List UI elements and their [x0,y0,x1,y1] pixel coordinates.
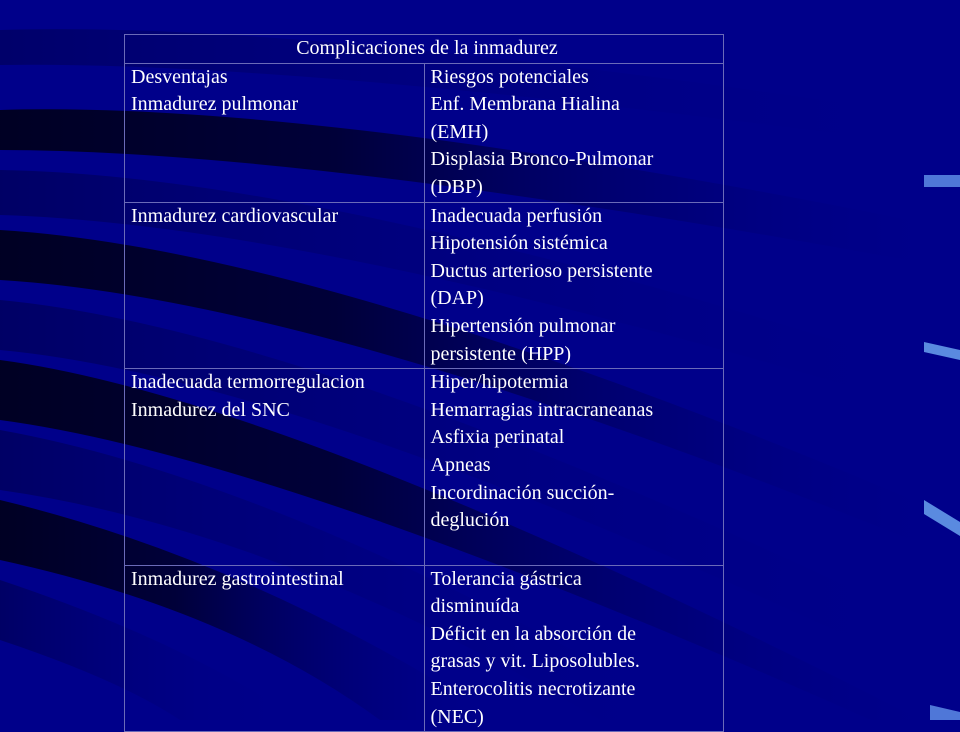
row-3-left-line: Inmadurez del SNC [131,398,290,421]
row-4-right-line: Tolerancia gástrica [430,567,582,590]
row-2-left-line: Inmadurez cardiovascular [131,204,339,227]
row-3-right-line: deglución [430,509,510,532]
row-3-right-line: Hemarragias intracraneanas [430,398,654,421]
row-2-right-line: persistente (HPP) [430,342,572,365]
row-4-right-line: (NEC) [430,705,484,728]
row-1-right-line: Displasia Bronco-Pulmonar [430,148,654,171]
table-row [125,565,724,732]
row-1-right-line: (DBP) [430,175,483,198]
row-4-right-line: Enterocolitis necrotizante [430,678,636,701]
row-2-right-line: (DAP) [430,287,484,310]
header-disadvantages [125,63,425,202]
row-3-right-line: Hiper/hipotermia [430,371,569,394]
header-risks [424,63,724,202]
row-3-left-line: Inadecuada termorregulacion [131,371,365,394]
row-2-right-line: Hipotensión sistémica [430,232,608,255]
row-3-right-line: Asfixia perinatal [430,426,565,449]
row-4-left-line: Inmadurez gastrointestinal [131,567,344,590]
table-row [125,202,724,369]
row-4-right-line: Déficit en la absorción de [430,622,636,645]
row-2-right-line: Ductus arterioso persistente [430,259,653,282]
header-label: Desventajas [131,65,228,88]
row-3-right-line: Apneas [430,453,491,476]
row-1-right-line: Enf. Membrana Hialina [430,93,620,116]
table-header-row [125,63,724,202]
row-1-right-line: (EMH) [430,120,489,143]
complications-table [124,34,724,732]
row-4-disadvantage [125,565,425,732]
table-title: Complicaciones de la inmadurez [125,35,724,64]
table-row [125,369,724,566]
row-3-right-line: Incordinación succión- [430,481,615,504]
row-3-disadvantage [125,369,425,566]
row-3-risks [424,369,724,566]
row-2-right-line: Hipertensión pulmonar [430,314,616,337]
row-1-left-line: Inmadurez pulmonar [131,93,299,116]
row-2-disadvantage [125,202,425,369]
table-title-row [125,35,724,64]
row-4-right-line: disminuída [430,595,520,618]
row-2-risks [424,202,724,369]
row-2-right-line: Inadecuada perfusión [430,204,603,227]
cell-spacer [431,535,724,565]
row-4-risks [424,565,724,732]
row-4-right-line: grasas y vit. Liposolubles. [430,650,640,673]
header-label: Riesgos potenciales [430,65,589,88]
